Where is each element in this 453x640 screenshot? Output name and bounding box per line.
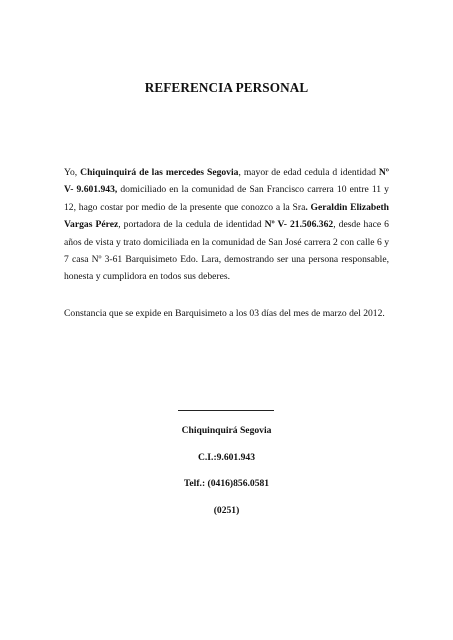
paragraph-text-4: , portadora de la cedula de identidad (118, 219, 265, 231)
signature-line (178, 410, 274, 411)
paragraph-text-3: domiciliado en la comunidad de San Francisco carrera 10 entre 11 y 12, hago costar por medio de la presente que conozco a la Sra (64, 184, 389, 213)
constancia-line: Constancia que se expide en Barquisimeto a los 03 días del mes de marzo del 2012. (64, 308, 385, 319)
paragraph-text-1: Yo, (64, 167, 81, 178)
signer-phone: Telf.: (0416)856.0581 (183, 478, 270, 489)
paragraph-text-2: , mayor de edad cedula d identidad (238, 167, 379, 178)
paragraph-text-5: , desde hace 6 años de vista y trato domiciliada en la comunidad de San José carrera 2 con calle 6 y 7 casa Nº 3-61 Barquisimeto Edo. Lara, demostrando ser una persona responsable, honesta y cumplidora en todos sus deberes. (64, 219, 389, 283)
issuer-name: Chiquinquirá de las mercedes Segovia (80, 167, 239, 178)
signature-block (0, 422, 453, 528)
document-title: REFERENCIA PERSONAL (144, 80, 309, 95)
reference-paragraph (64, 164, 389, 286)
referenced-person-name: . Geraldin Elizabeth Vargas Pérez (64, 201, 389, 231)
signer-area-code: (0251) (213, 504, 240, 516)
referenced-person-id-number: Nº V- 21.506.362 (264, 219, 334, 231)
issuer-id-number: Nº V- 9.601.943, (64, 167, 389, 196)
signer-ci: C.I.:9.601.943 (197, 451, 256, 463)
signer-name: Chiquinquirá Segovia (181, 425, 272, 436)
